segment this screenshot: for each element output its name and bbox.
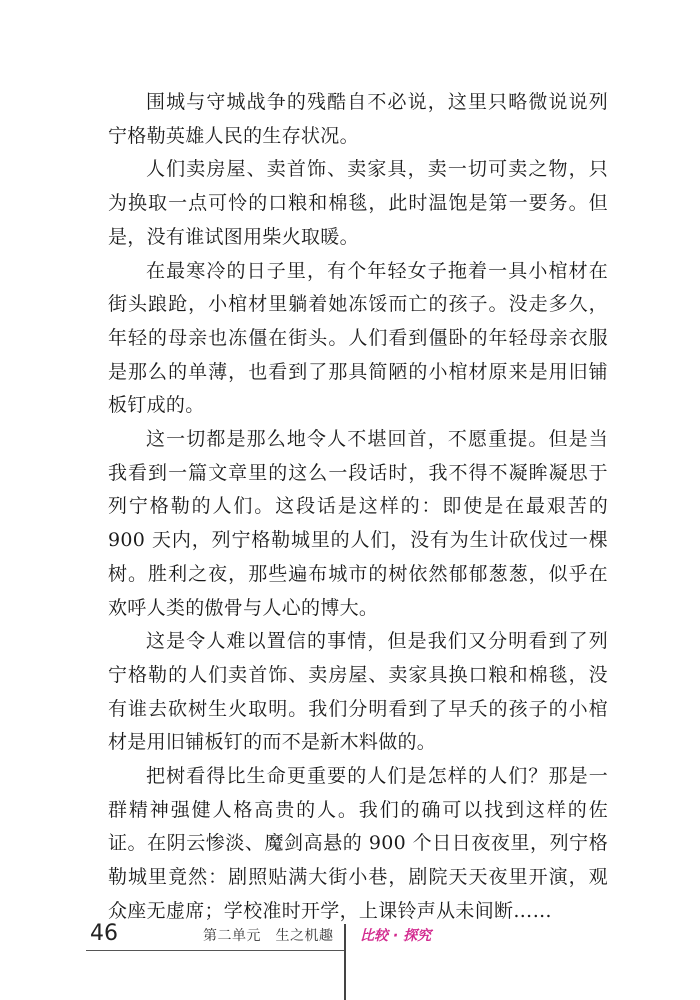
- paragraph: 这一切都是那么地令人不堪回首，不愿重提。但是当我看到一篇文章里的这么一段话时，我不得不凝眸凝思于列宁格勒的人们。这段话是这样的：即使是在最艰苦的 900 天内，列宁格勒城里的人们，没有为生计砍伐过一棵树。胜利之夜，那些遍布城市的树依然郁郁葱葱，似乎在欢呼人类的傲骨与人心的博大。: [108, 428, 608, 619]
- unit-title: 第二单元 生之机趣: [203, 928, 334, 944]
- section-tag: 比较 · 探究: [360, 928, 432, 944]
- paragraph: 人们卖房屋、卖首饰、卖家具，卖一切可卖之物，只为换取一点可怜的口粮和棉毯，此时温饱是第一要务。但是，没有谁试图用柴火取暖。: [108, 158, 608, 248]
- paragraph: 围城与守城战争的残酷自不必说，这里只略微说说列宁格勒英雄人民的生存状况。: [108, 91, 608, 147]
- footer-divider: [344, 924, 346, 1000]
- footer-rule: [86, 950, 344, 951]
- page-number: 46: [90, 921, 118, 946]
- paragraph: 这是令人难以置信的事情，但是我们又分明看到了列宁格勒的人们卖首饰、卖房屋、卖家具换口粮和棉毯，没有谁去砍树生火取明。我们分明看到了早夭的孩子的小棺材是用旧铺板钉的而不是新木料做的。: [108, 630, 608, 754]
- page-footer: [0, 920, 700, 1000]
- paragraph: 把树看得比生命更重要的人们是怎样的人们？那是一群精神强健人格高贵的人。我们的确可以找到这样的佐证。在阴云惨淡、魔剑高悬的 900 个日日夜夜里，列宁格勒城里竟然：剧照贴满大街小巷，剧院天天夜里开演，观众座无虚席；学校准时开学，上课铃声从未间断……: [108, 765, 608, 922]
- article-body: [108, 86, 608, 929]
- paragraph: 在最寒冷的日子里，有个年轻女子拖着一具小棺材在街头踉跄，小棺材里躺着她冻馁而亡的孩子。没走多久，年轻的母亲也冻僵在街头。人们看到僵卧的年轻母亲衣服是那么的单薄，也看到了那具简陋的小棺材原来是用旧铺板钉成的。: [108, 259, 608, 417]
